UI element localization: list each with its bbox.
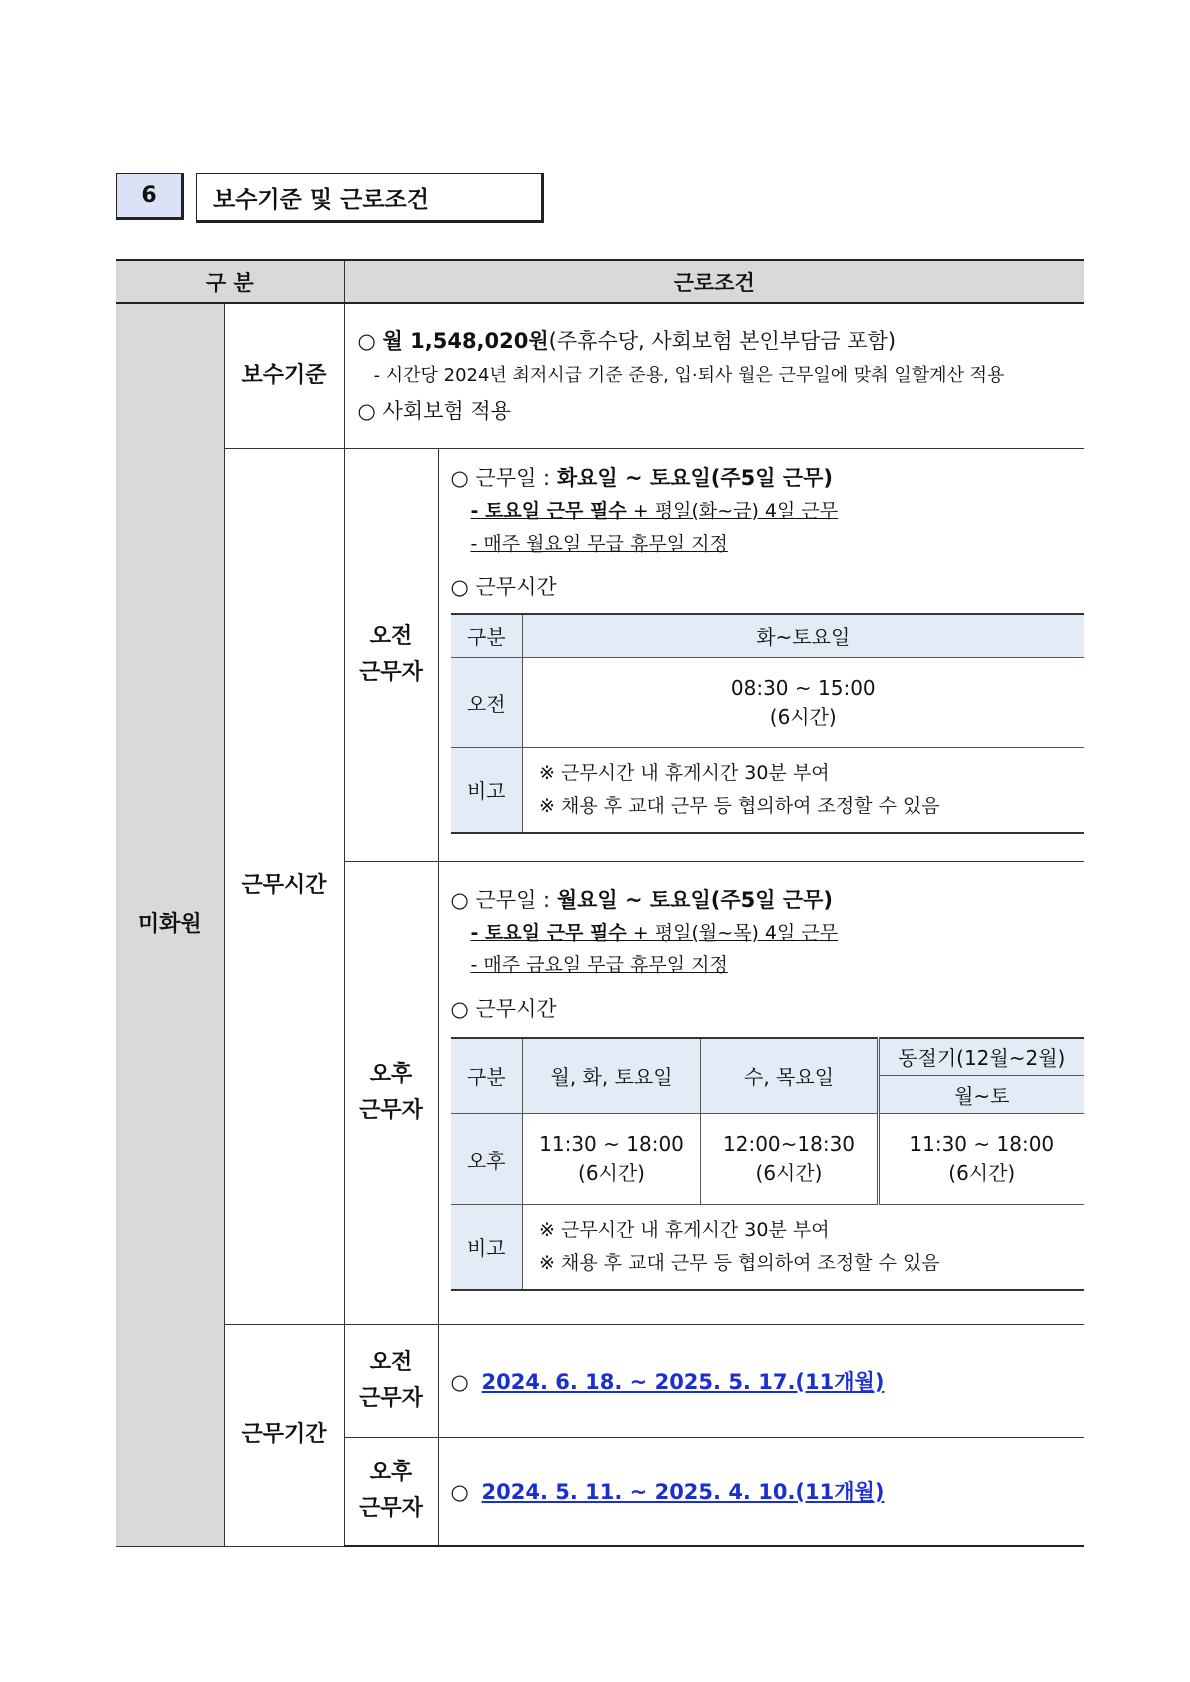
morning-rule2: - 매주 월요일 무급 휴무일 지정 — [470, 532, 728, 555]
morning-hours-content — [438, 448, 1084, 861]
circle-bullet: ○ — [450, 1480, 469, 1505]
afternoon-note2: ※ 채용 후 교대 근무 등 협의하여 조정할 수 있음 — [539, 1251, 940, 1274]
afternoon-label-line2: 근무자 — [359, 1097, 423, 1123]
afternoon-h-col2: 월, 화, 토요일 — [523, 1038, 701, 1114]
morning-duration: (6시간) — [769, 704, 837, 729]
period-afternoon-content — [438, 1437, 1084, 1546]
pay-amount-note: (주휴수당, 사회보험 본인부담금 포함) — [548, 328, 897, 353]
morning-worker-label — [344, 448, 438, 861]
period-morning-label — [344, 1324, 438, 1437]
period-morning-value: 2024. 6. 18. ~ 2025. 5. 17.(11개월) — [481, 1369, 885, 1394]
morning-hours-table — [451, 613, 1084, 834]
afternoon-dur2: (6시간) — [755, 1161, 823, 1185]
header-category: 구 분 — [116, 260, 344, 303]
pay-row — [116, 303, 1084, 448]
afternoon-hours-table — [451, 1037, 1084, 1291]
morning-label-line1: 오전 — [369, 623, 413, 649]
header-conditions: 근로조건 — [344, 260, 1084, 303]
work-hours-label: 근무시간 — [224, 448, 344, 1324]
period-morning-line1: 오전 — [369, 1349, 413, 1375]
morning-hours-title: ○ 근무시간 — [450, 574, 557, 599]
afternoon-dur1: (6시간) — [578, 1161, 645, 1185]
afternoon-rule2: - 매주 금요일 무급 휴무일 지정 — [470, 953, 728, 976]
period-morning-content — [438, 1324, 1084, 1437]
afternoon-hours-title: ○ 근무시간 — [450, 996, 557, 1021]
table-header-row — [116, 260, 1084, 303]
afternoon-hours-content — [438, 861, 1084, 1324]
afternoon-time2: 12:00~18:30 — [723, 1132, 856, 1156]
afternoon-worker-label — [344, 861, 438, 1324]
afternoon-note-label: 비고 — [451, 1205, 523, 1290]
morning-workday: 화요일 ~ 토요일(주5일 근무) — [556, 465, 834, 490]
pay-detail: - 시간당 2024년 최저시급 기준 준용, 입·퇴사 월은 근무일에 맞춰 일할계산 적용 — [373, 364, 1005, 386]
morning-h-col1: 구분 — [451, 614, 523, 658]
afternoon-workday: 월요일 ~ 토요일(주5일 근무) — [556, 887, 834, 912]
afternoon-note1: ※ 근무시간 내 휴게시간 30분 부여 — [539, 1218, 830, 1241]
morning-rule1-bold: - 토요일 근무 필수 — [470, 499, 627, 522]
pay-label: 보수기준 — [224, 303, 344, 448]
afternoon-label-line1: 오후 — [369, 1061, 413, 1087]
period-morning-row — [116, 1324, 1084, 1437]
period-morning-line2: 근무자 — [359, 1385, 423, 1411]
afternoon-h-col4-bottom: 월~토 — [879, 1076, 1084, 1114]
period-afternoon-value: 2024. 5. 11. ~ 2025. 4. 10.(11개월) — [481, 1480, 885, 1505]
afternoon-time1: 11:30 ~ 18:00 — [539, 1132, 684, 1156]
morning-note2: ※ 채용 후 교대 근무 등 협의하여 조정할 수 있음 — [539, 794, 940, 817]
period-afternoon-line2: 근무자 — [359, 1496, 423, 1522]
morning-workday-prefix: ○ 근무일 : — [450, 465, 557, 490]
period-afternoon-label — [344, 1437, 438, 1546]
afternoon-workday-prefix: ○ 근무일 : — [450, 887, 557, 912]
morning-note-label: 비고 — [451, 748, 523, 833]
morning-rule1-rest: + 평일(화~금) 4일 근무 — [626, 499, 839, 522]
afternoon-row-label: 오후 — [451, 1114, 523, 1205]
morning-label-line2: 근무자 — [359, 659, 423, 685]
morning-time: 08:30 ~ 15:00 — [730, 675, 876, 700]
section-number: 6 — [116, 173, 184, 220]
circle-bullet: ○ — [450, 1369, 469, 1394]
group-label: 미화원 — [116, 303, 224, 1546]
section-title: 보수기준 및 근로조건 — [196, 173, 544, 223]
morning-h-col2: 화~토요일 — [523, 614, 1084, 658]
conditions-table — [116, 259, 1084, 1547]
morning-hours-row — [116, 448, 1084, 861]
afternoon-h-col3: 수, 목요일 — [701, 1038, 879, 1114]
afternoon-dur3: (6시간) — [948, 1161, 1016, 1185]
period-label: 근무기간 — [224, 1324, 344, 1546]
afternoon-h-col1: 구분 — [451, 1038, 523, 1114]
period-afternoon-line1: 오후 — [369, 1460, 413, 1486]
afternoon-rule1-rest: + 평일(월~목) 4일 근무 — [626, 921, 839, 944]
afternoon-time3: 11:30 ~ 18:00 — [909, 1132, 1055, 1156]
morning-row-label: 오전 — [451, 658, 523, 748]
morning-note1: ※ 근무시간 내 휴게시간 30분 부여 — [539, 761, 830, 784]
pay-insurance: ○ 사회보험 적용 — [357, 398, 511, 423]
circle-bullet: ○ — [357, 328, 376, 353]
pay-amount: 월 1,548,020원 — [382, 328, 549, 353]
afternoon-rule1-bold: - 토요일 근무 필수 — [470, 921, 627, 944]
pay-content — [344, 303, 1084, 448]
afternoon-h-col4-top: 동절기(12월~2월) — [879, 1038, 1084, 1076]
